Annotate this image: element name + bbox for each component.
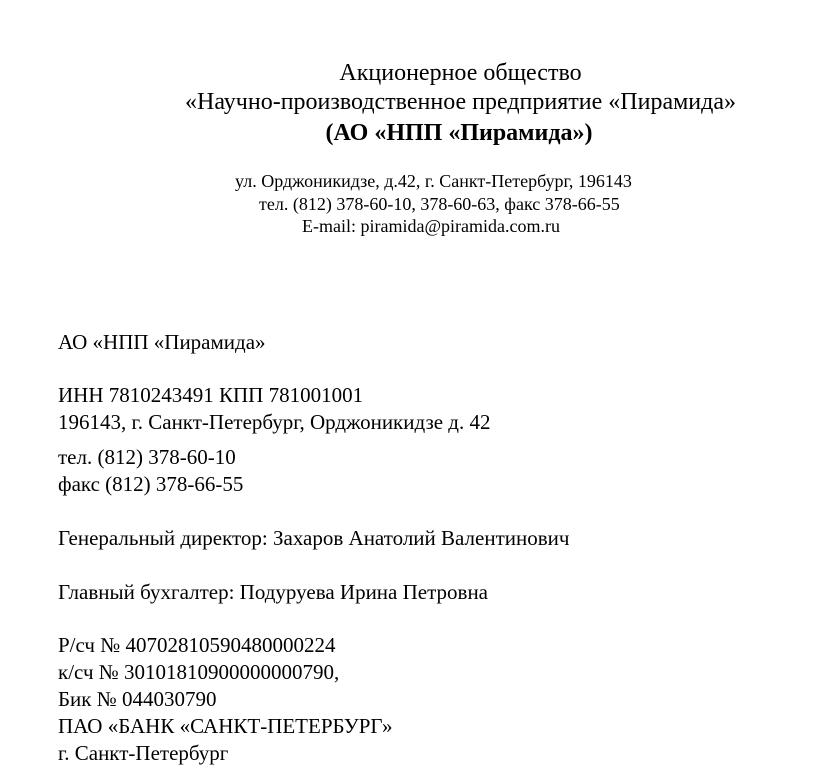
general-director: Генеральный директор: Захаров Анатолий Валентинович xyxy=(58,526,570,550)
legal-address: 196143, г. Санкт-Петербург, Орджоникидзе д. 42 xyxy=(58,410,491,434)
contact-address: ул. Орджоникидзе, д.42, г. Санкт-Петербург, 196143 xyxy=(235,171,632,191)
inn-kpp: ИНН 7810243491 КПП 781001001 xyxy=(58,383,364,407)
bik-code: Бик № 044030790 xyxy=(58,687,217,711)
header-org-type: Акционерное общество xyxy=(339,60,582,86)
phone-number: тел. (812) 378-60-10 xyxy=(58,445,236,469)
company-name: АО «НПП «Пирамида» xyxy=(58,330,266,354)
fax-number: факс (812) 378-66-55 xyxy=(58,472,244,496)
contact-email: E-mail: piramida@piramida.com.ru xyxy=(302,216,560,236)
correspondent-account: к/сч № 30101810900000000790, xyxy=(58,660,340,684)
settlement-account: Р/сч № 40702810590480000224 xyxy=(58,633,336,657)
header-full-name: «Научно-производственное предприятие «Пирамида» xyxy=(185,89,736,115)
contact-phones: тел. (812) 378-60-10, 378-60-63, факс 378-66-55 xyxy=(259,194,620,214)
bank-city: г. Санкт-Петербург xyxy=(58,741,229,765)
chief-accountant: Главный бухгалтер: Подуруева Ирина Петровна xyxy=(58,580,489,604)
bank-name: ПАО «БАНК «САНКТ-ПЕТЕРБУРГ» xyxy=(58,714,393,738)
header-short-name: (АО «НПП «Пирамида») xyxy=(325,120,593,146)
